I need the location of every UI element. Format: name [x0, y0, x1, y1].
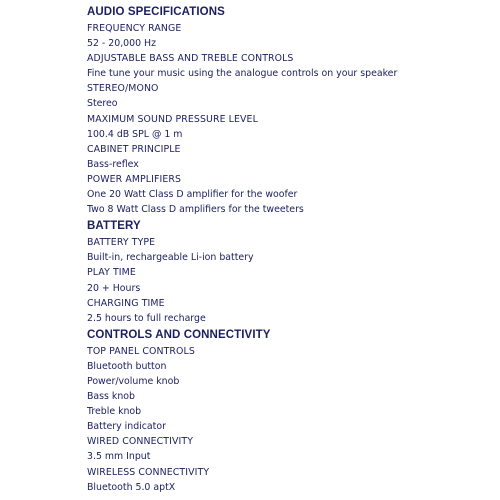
spec-value: Stereo	[87, 98, 118, 110]
spec-value: Battery indicator	[87, 421, 166, 433]
spec-label: CHARGING TIME	[87, 297, 165, 309]
spec-value: Power/volume knob	[87, 375, 180, 387]
spec-label: WIRELESS CONNECTIVITY	[87, 466, 210, 478]
spec-value: 2.5 hours to full recharge	[87, 312, 206, 324]
spec-label: BATTERY TYPE	[87, 237, 156, 249]
spec-label: ADJUSTABLE BASS AND TREBLE CONTROLS	[87, 53, 294, 65]
spec-value: Bluetooth 5.0 aptX	[87, 481, 176, 493]
section-title: CONTROLS AND CONNECTIVITY	[87, 328, 271, 341]
section-controls-and-connectivity	[87, 326, 492, 495]
spec-label: FREQUENCY RANGE	[87, 23, 182, 34]
spec-label: STEREO/MONO	[87, 83, 159, 95]
spec-value: 3.5 mm Input	[87, 451, 151, 463]
section-title: AUDIO SPECIFICATIONS	[87, 6, 225, 18]
section-title: BATTERY	[87, 220, 141, 233]
spec-value: 100.4 dB SPL @ 1 m	[87, 128, 183, 140]
spec-value: Two 8 Watt Class D amplifiers for the tweeters	[87, 204, 304, 216]
section-audio-specifications	[87, 3, 492, 217]
spec-value: Treble knob	[87, 406, 142, 418]
spec-value: Bass knob	[87, 391, 135, 403]
spec-value: Bass-reflex	[87, 158, 139, 170]
spec-value: Bluetooth button	[87, 360, 167, 372]
spec-value: One 20 Watt Class D amplifier for the woofer	[87, 189, 298, 201]
spec-label: MAXIMUM SOUND PRESSURE LEVEL	[87, 113, 258, 125]
section-battery	[87, 217, 492, 326]
specifications-sheet	[87, 3, 492, 495]
spec-value: 20 + Hours	[87, 282, 141, 294]
spec-label: TOP PANEL CONTROLS	[87, 345, 195, 357]
spec-label: CABINET PRINCIPLE	[87, 143, 181, 155]
spec-value: 52 - 20,000 Hz	[87, 38, 157, 50]
spec-label: PLAY TIME	[87, 267, 136, 279]
spec-value: Fine tune your music using the analogue controls on your speaker	[87, 68, 398, 80]
spec-value: Built-in, rechargeable Li-ion battery	[87, 252, 254, 264]
spec-label: WIRED CONNECTIVITY	[87, 436, 194, 448]
spec-label: POWER AMPLIFIERS	[87, 173, 182, 185]
